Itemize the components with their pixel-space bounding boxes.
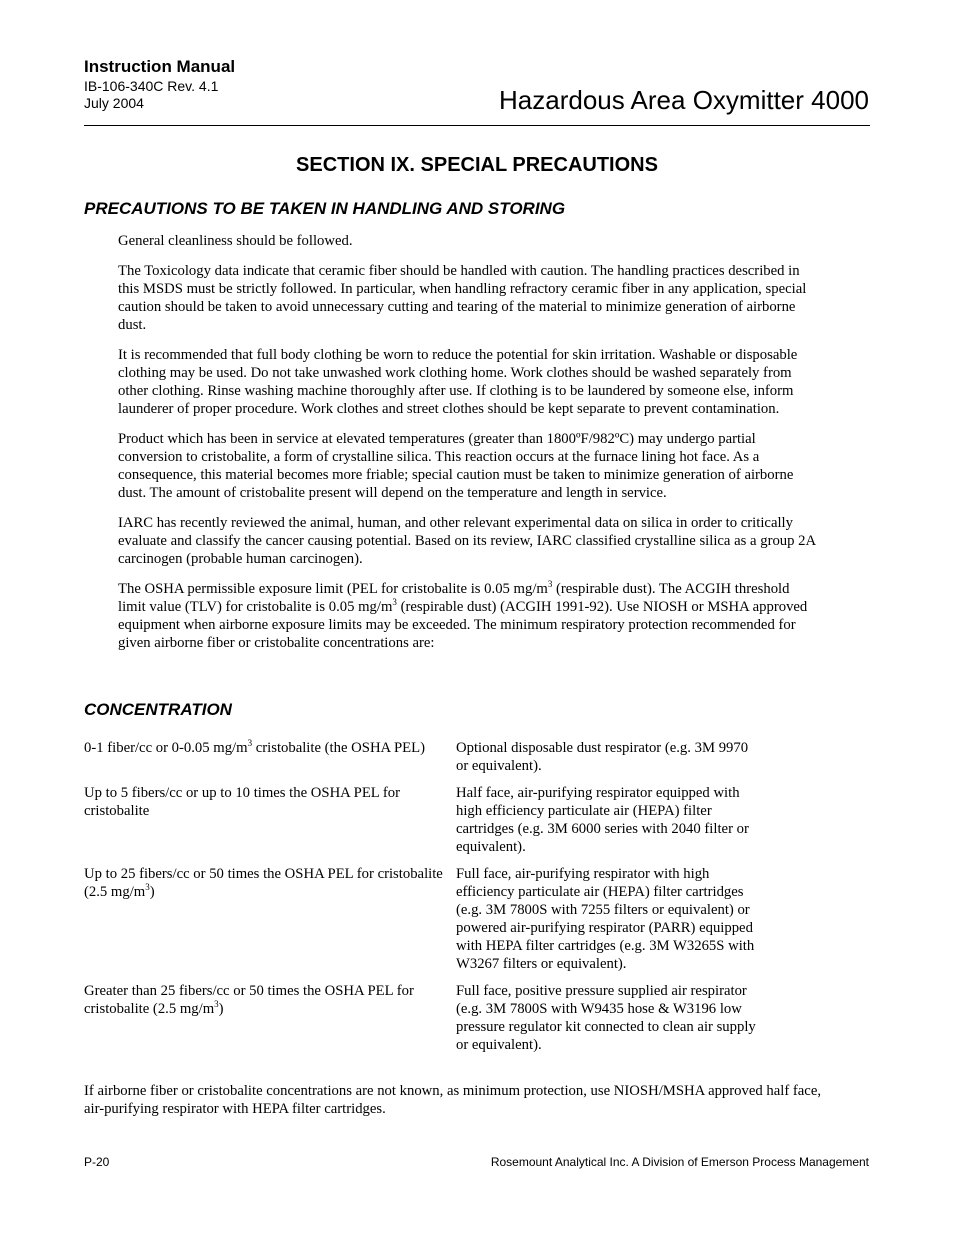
paragraph: General cleanliness should be followed.	[118, 233, 353, 249]
respirator-cell: Half face, air-purifying respirator equipped with high efficiency particulate air (HEPA) filter cartridges (e.g. 3M 6000 series with 2040 filter or equivalent).	[456, 785, 749, 855]
text-run: The OSHA permissible exposure limit (PEL for cristobalite is 0.05 mg/m	[118, 581, 548, 597]
text-run: )	[218, 1001, 224, 1017]
concentration-heading: CONCENTRATION	[84, 700, 232, 719]
text-run: cristobalite (the OSHA PEL)	[252, 740, 426, 756]
concentration-cell	[84, 865, 456, 973]
text-run: (respirable dust) (ACGIH 1991-92). Use NIOSH or MSHA approved equipment when airborne exposure limits may be exceeded. The minimum respiratory protection recommended for given airborne fiber or cristobalite concentrations are:	[118, 599, 808, 651]
text-run: Greater than 25 fibers/cc or 50 times the OSHA PEL for cristobalite (2.5 mg/m	[84, 983, 414, 1017]
paragraph: It is recommended that full body clothing be worn to reduce the potential for skin irritation. Washable or disposable clothing may be used. Do not take unwashed work clothing home. Work clothes should be washed separately from other clothing. Rinse washing machine thoroughly after use. If clothing is to be laundered by someone else, inform launderer of proper procedure. Work clothes and street clothes should be kept separate to prevent contamination.	[118, 347, 798, 417]
document-revision: IB-106-340C Rev. 4.1	[84, 78, 219, 94]
text-run: Up to 5 fibers/cc or up to 10 times the OSHA PEL for cristobalite	[84, 785, 401, 819]
header-divider	[84, 125, 870, 126]
text-run: Up to 25 fibers/cc or 50 times the OSHA PEL for cristobalite (2.5 mg/m	[84, 866, 443, 900]
concentration-table	[84, 739, 804, 1063]
respirator-cell: Full face, air-purifying respirator with high efficiency particulate air (HEPA) filter cartridges (e.g. 3M 7800S with 7255 filters or equivalent) or powered air-purifying respirator (PARR) equipped with HEPA filter cartridges (e.g. 3M W3265S with W3267 filters or equivalent).	[456, 866, 755, 972]
superscript: 3	[145, 882, 150, 892]
superscript: 3	[214, 999, 219, 1009]
text-run: )	[149, 884, 155, 900]
table-row	[84, 982, 804, 1054]
respirator-cell: Optional disposable dust respirator (e.g. 3M 9970 or equivalent).	[456, 740, 749, 774]
concentration-cell	[84, 784, 456, 856]
handling-body	[118, 232, 818, 664]
section-title: SECTION IX. SPECIAL PRECAUTIONS	[296, 154, 658, 176]
paragraph: IARC has recently reviewed the animal, human, and other relevant experimental data on silica in order to critically evaluate and classify the cancer causing potential. Based on its review, IARC classified crystalline silica as a group 2A carcinogen (probable human carcinogen).	[118, 515, 816, 567]
text-run: 0-1 fiber/cc or 0-0.05 mg/m	[84, 740, 248, 756]
paragraph-osha-limits	[118, 580, 818, 652]
text-run: (respirable dust). The ACGIH threshold limit value (TLV) for cristobalite is 0.05 mg/m	[118, 581, 790, 615]
company-name: Rosemount Analytical Inc. A Division of Emerson Process Management	[490, 1155, 869, 1169]
superscript: 3	[247, 738, 253, 748]
concentration-cell	[84, 982, 456, 1054]
paragraph: Product which has been in service at elevated temperatures (greater than 1800ºF/982ºC) may undergo partial conversion to cristobalite, a form of crystalline silica. This reaction occurs at the furnace lining hot face. As a consequence, this material becomes more friable; special caution must be taken to minimize generation of airborne dust. The amount of cristobalite present will depend on the temperature and length in service.	[118, 431, 794, 501]
final-note: If airborne fiber or cristobalite concentrations are not known, as minimum protection, use NIOSH/MSHA approved half face, air-purifying respirator with HEPA filter cartridges.	[84, 1083, 822, 1117]
table-row	[84, 865, 804, 973]
superscript: 3	[392, 597, 397, 607]
paragraph: The Toxicology data indicate that ceramic fiber should be handled with caution. The handling practices described in this MSDS must be strictly followed. In particular, when handling refractory ceramic fiber in any application, special caution should be taken to avoid unnecessary cutting and tearing of the material to minimize generation of airborne dust.	[118, 263, 807, 333]
document-title: Hazardous Area Oxymitter 4000	[499, 85, 869, 115]
respirator-cell: Full face, positive pressure supplied air respirator (e.g. 3M 7800S with W9435 hose & W3196 low pressure regulator kit connected to clean air supply or equivalent).	[456, 983, 756, 1053]
concentration-cell	[84, 739, 456, 775]
handling-heading: PRECAUTIONS TO BE TAKEN IN HANDLING AND STORING	[84, 199, 566, 218]
table-row	[84, 739, 804, 775]
superscript: 3	[547, 579, 553, 589]
table-row	[84, 784, 804, 856]
document-date: July 2004	[84, 95, 144, 111]
manual-label: Instruction Manual	[84, 57, 236, 76]
page-number: P-20	[84, 1155, 110, 1169]
